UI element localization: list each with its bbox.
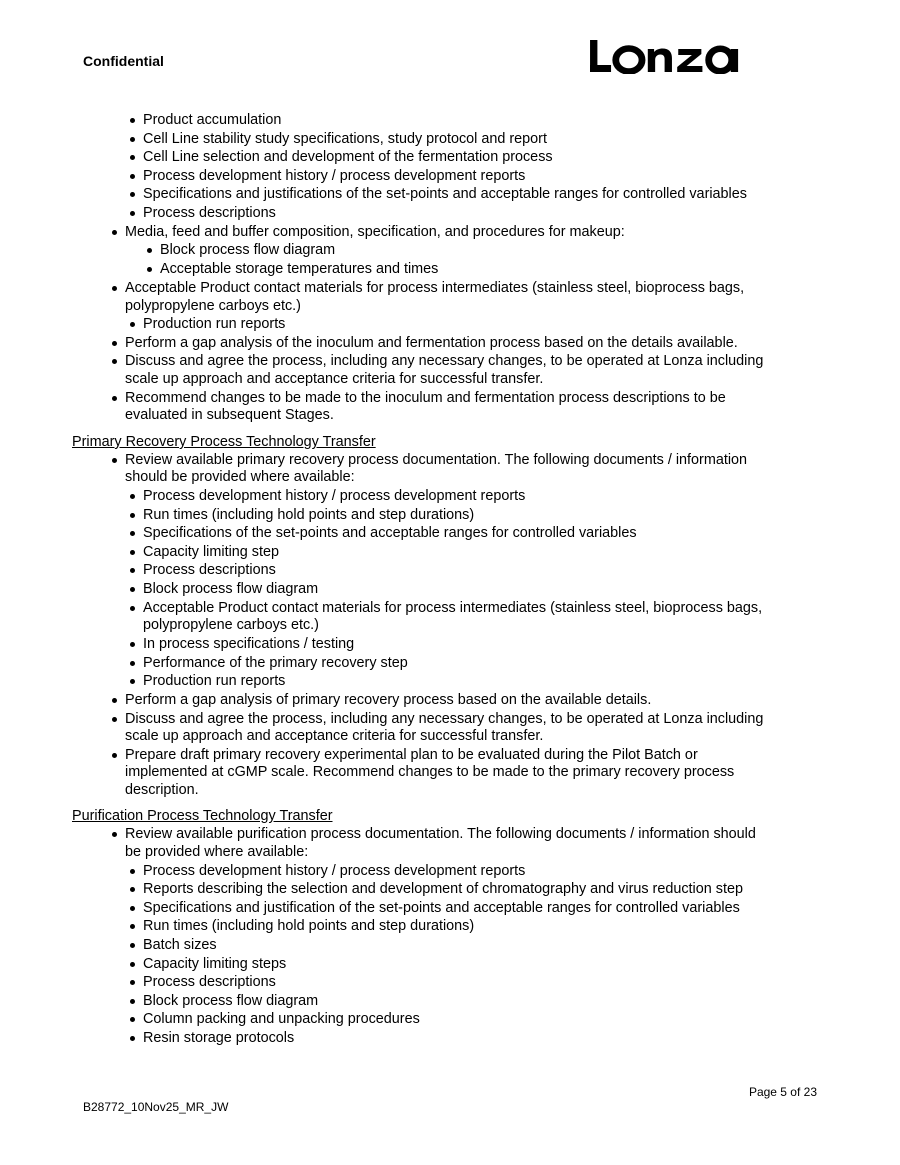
list-item: Column packing and unpacking procedures	[143, 1011, 420, 1027]
list-item: Run times (including hold points and step durations)	[143, 918, 475, 934]
list-item: Process descriptions	[143, 205, 276, 221]
list-item-continuation: description.	[125, 782, 199, 798]
list-item: Product accumulation	[143, 112, 282, 128]
list-item-continuation: implemented at cGMP scale. Recommend changes to be made to the primary recovery process	[125, 764, 735, 780]
list-item: Cell Line selection and development of the fermentation process	[143, 149, 553, 165]
list-item-continuation: be provided where available:	[125, 844, 309, 860]
list-item: Capacity limiting step	[143, 544, 279, 560]
list-item: Specifications of the set-points and acceptable ranges for controlled variables	[143, 525, 637, 541]
list-item: Batch sizes	[143, 937, 217, 953]
list-item-continuation: scale up approach and acceptance criteria for successful transfer.	[125, 371, 544, 387]
list-item: Block process flow diagram	[160, 242, 336, 258]
list-item: Production run reports	[143, 316, 286, 332]
list-item: Specifications and justifications of the set-points and acceptable ranges for controlled variables	[143, 186, 747, 202]
list-item: Block process flow diagram	[143, 581, 319, 597]
list-item: Resin storage protocols	[143, 1030, 295, 1046]
list-item: Process descriptions	[143, 974, 276, 990]
document-reference: B28772_10Nov25_MR_JW	[83, 1100, 229, 1114]
list-item: Recommend changes to be made to the inoculum and fermentation process descriptions to be	[125, 390, 726, 406]
confidential-label: Confidential	[83, 53, 164, 69]
list-item: Process development history / process development reports	[143, 488, 526, 504]
list-item: Process development history / process development reports	[143, 168, 526, 184]
list-item: Discuss and agree the process, including any necessary changes, to be operated at Lonza including	[125, 353, 764, 369]
list-item: Production run reports	[143, 673, 286, 689]
list-item: Perform a gap analysis of the inoculum and fermentation process based on the details available.	[125, 335, 738, 351]
list-item: In process specifications / testing	[143, 636, 355, 652]
list-item: Cell Line stability study specifications, study protocol and report	[143, 131, 547, 147]
list-item-continuation: should be provided where available:	[125, 469, 355, 485]
list-item-continuation: evaluated in subsequent Stages.	[125, 407, 334, 423]
list-item: Prepare draft primary recovery experimental plan to be evaluated during the Pilot Batch or	[125, 747, 698, 763]
list-item: Capacity limiting steps	[143, 956, 287, 972]
list-item: Process descriptions	[143, 562, 276, 578]
lonza-logo	[589, 38, 749, 81]
list-item: Review available purification process documentation. The following documents / information should	[125, 826, 756, 842]
list-item: Media, feed and buffer composition, specification, and procedures for makeup:	[125, 224, 625, 240]
section-heading: Primary Recovery Process Technology Transfer	[72, 434, 376, 450]
list-item: Discuss and agree the process, including any necessary changes, to be operated at Lonza including	[125, 711, 764, 727]
list-item: Block process flow diagram	[143, 993, 319, 1009]
list-item: Specifications and justification of the set-points and acceptable ranges for controlled variables	[143, 900, 740, 916]
list-item: Performance of the primary recovery step	[143, 655, 408, 671]
list-item: Acceptable Product contact materials for process intermediates (stainless steel, bioprocess bags,	[125, 280, 745, 296]
list-item: Run times (including hold points and step durations)	[143, 507, 475, 523]
page-number: Page 5 of 23	[748, 1085, 817, 1099]
list-item-continuation: scale up approach and acceptance criteria for successful transfer.	[125, 728, 544, 744]
list-item-continuation: polypropylene carboys etc.)	[143, 617, 319, 633]
list-item: Process development history / process development reports	[143, 863, 526, 879]
section-heading: Purification Process Technology Transfer	[72, 808, 333, 824]
lonza-logo-icon	[589, 38, 749, 74]
list-item: Acceptable Product contact materials for process intermediates (stainless steel, bioprocess bags,	[143, 600, 763, 616]
list-item: Reports describing the selection and development of chromatography and virus reduction step	[143, 881, 743, 897]
list-item: Review available primary recovery process documentation. The following documents / information	[125, 452, 748, 468]
list-item: Perform a gap analysis of primary recovery process based on the available details.	[125, 692, 652, 708]
list-item-continuation: polypropylene carboys etc.)	[125, 298, 301, 314]
list-item: Acceptable storage temperatures and times	[160, 261, 439, 277]
